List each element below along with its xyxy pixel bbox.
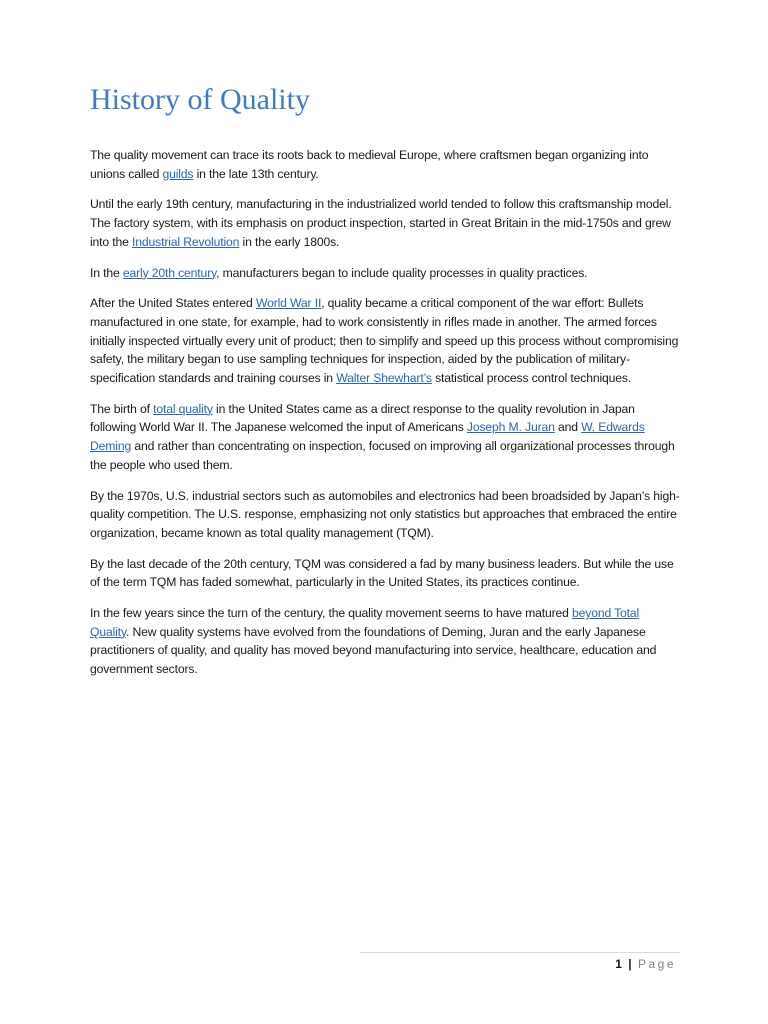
paragraph-text: in the United States came as a direct response to the quality revolution in Japan following World War II. The Japanese welcomed the input of Americans: [90, 401, 635, 435]
page-footer: [615, 955, 676, 973]
paragraph-5: [90, 400, 680, 475]
paragraph-text: The birth of: [90, 401, 154, 416]
page-title: History of Quality: [90, 83, 310, 116]
paragraph-text: By the last decade of the 20th century, TQM was considered a fad by many business leaders. But while the use of the term TQM has faded somewhat, particularly in the United States, its practices continue.: [90, 556, 674, 590]
paragraph-text: and rather than concentrating on inspection, focused on improving all organizational processes through the people who used them.: [90, 439, 675, 472]
document-body: [90, 146, 680, 691]
paragraph-2: [90, 195, 680, 251]
paragraph-4: [90, 294, 680, 388]
hyperlink[interactable]: early 20th century: [122, 265, 217, 280]
paragraph-text: , manufacturers began to include quality processes in quality practices.: [216, 265, 588, 280]
hyperlink[interactable]: beyond Total Quality: [90, 606, 640, 639]
paragraph-7: [90, 555, 680, 592]
paragraph-6: [90, 487, 680, 543]
hyperlink[interactable]: Joseph M. Juran: [466, 420, 555, 435]
page-label: Page: [637, 957, 676, 971]
footer-divider: [360, 952, 680, 953]
paragraph-text: statistical process control techniques.: [431, 371, 632, 386]
paragraph-text: Until the early 19th century, manufacturing in the industrialized world tended to follow this craftsmanship model. The factory system, with its emphasis on product inspection, started in Great Britain in the mid-1750s and grew into the: [90, 197, 672, 249]
paragraph-1: [90, 146, 680, 183]
paragraph-text: , quality became a critical component of the war effort: Bullets manufactured in one state, for example, had to work consistently in rifles made in another. The armed forces initially inspected virtually every unit of product; then to simplify and speed up this process without compromising safety, the military began to use sampling techniques for inspection, aided by the publication of military-specification standards and training courses in: [90, 296, 679, 386]
hyperlink[interactable]: W. Edwards Deming: [90, 420, 645, 454]
hyperlink[interactable]: Walter Shewhart’s: [336, 371, 432, 386]
hyperlink[interactable]: Industrial Revolution: [132, 234, 240, 249]
paragraph-text: In the few years since the turn of the century, the quality movement seems to have matured: [90, 606, 573, 621]
paragraph-text: and: [554, 420, 582, 435]
paragraph-text: in the early 1800s.: [239, 234, 340, 249]
hyperlink[interactable]: guilds: [162, 166, 194, 181]
page-number: 1: [615, 957, 622, 971]
paragraph-text: In the: [90, 265, 123, 280]
paragraph-text: in the late 13th century.: [193, 166, 319, 181]
hyperlink[interactable]: total quality: [153, 401, 213, 416]
hyperlink[interactable]: World War II: [255, 296, 322, 311]
paragraph-text: . New quality systems have evolved from the foundations of Deming, Juran and the early Japanese practitioners of quality, and quality has moved beyond manufacturing into service, healthcare, education and government sectors.: [90, 624, 657, 677]
paragraph-text: After the United States entered: [90, 296, 256, 311]
paragraph-3: [90, 264, 680, 283]
paragraph-8: [90, 604, 680, 679]
paragraph-text: The quality movement can trace its roots back to medieval Europe, where craftsmen began organizing into unions called: [90, 148, 649, 181]
paragraph-text: By the 1970s, U.S. industrial sectors such as automobiles and electronics had been broadsided by Japan’s high-quality competition. The U.S. response, emphasizing not only statistics but approaches that embraced the entire organization, became known as total quality management (TQM).: [90, 488, 680, 540]
page-separator: |: [628, 957, 632, 971]
